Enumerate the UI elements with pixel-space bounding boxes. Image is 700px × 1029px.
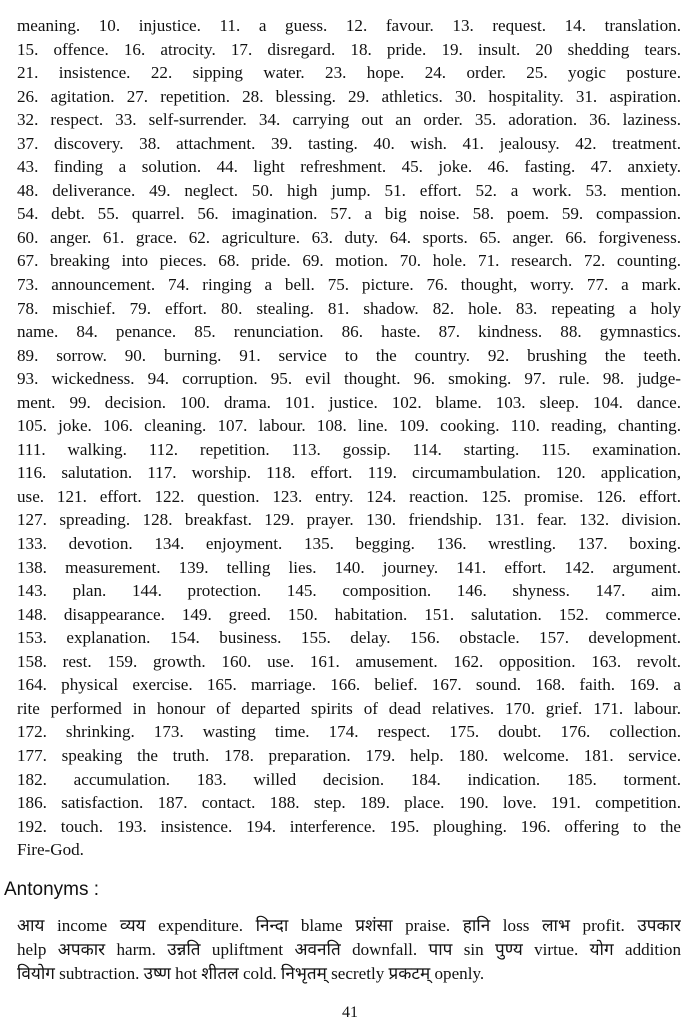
antonyms-heading: Antonyms : [4, 879, 100, 900]
answer-line: 37. discovery. 38. attachment. 39. tasting. 40. wish. 41. jealousy. 42. treatment. [17, 133, 681, 153]
answer-line: 186. satisfaction. 187. contact. 188. step. 189. place. 190. love. 191. competition. [17, 793, 681, 813]
answer-line: 177. speaking the truth. 178. preparation. 179. help. 180. welcome. 181. service. [17, 745, 681, 765]
answer-line: 133. devotion. 134. enjoyment. 135. begging. 136. wrestling. 137. boxing. [17, 534, 681, 554]
answer-line: 93. wickedness. 94. corruption. 95. evil thought. 96. smoking. 97. rule. 98. judge- [17, 369, 681, 389]
answer-line: 73. announcement. 74. ringing a bell. 75. picture. 76. thought, worry. 77. a mark. [17, 275, 681, 295]
answer-line: name. 84. penance. 85. renunciation. 86. haste. 87. kindness. 88. gymnastics. [17, 322, 681, 342]
antonym-line: help अपकार harm. उन्नति upliftment अवनति downfall. पाप sin पुण्य virtue. योग addition [17, 940, 681, 959]
answer-list [17, 14, 681, 862]
answer-line: use. 121. effort. 122. question. 123. entry. 124. reaction. 125. promise. 126. effort. [17, 486, 681, 506]
answer-line: 182. accumulation. 183. willed decision. 184. indication. 185. torment. [17, 769, 681, 789]
antonym-line: आय income व्यय expenditure. निन्दा blame प्रशंसा praise. हानि loss लाभ profit. उपकार [17, 916, 681, 935]
answer-line: 67. breaking into pieces. 68. pride. 69. motion. 70. hole. 71. research. 72. counting. [17, 251, 681, 271]
answer-line: 78. mischief. 79. effort. 80. stealing. 81. shadow. 82. hole. 83. repeating a holy [17, 298, 681, 318]
answer-line: 158. rest. 159. growth. 160. use. 161. amusement. 162. opposition. 163. revolt. [17, 651, 681, 671]
answer-line: 21. insistence. 22. sipping water. 23. hope. 24. order. 25. yogic posture. [17, 63, 681, 83]
antonym-list [17, 914, 681, 986]
answer-line: 26. agitation. 27. repetition. 28. blessing. 29. athletics. 30. hospitality. 31. aspiration. [17, 86, 681, 106]
answer-line: 143. plan. 144. protection. 145. composition. 146. shyness. 147. aim. [17, 581, 681, 601]
answer-line: 172. shrinking. 173. wasting time. 174. respect. 175. doubt. 176. collection. [17, 722, 681, 742]
answer-line: 153. explanation. 154. business. 155. delay. 156. obstacle. 157. development. [17, 628, 681, 648]
answer-line: Fire-God. [17, 840, 84, 860]
answer-line: 116. salutation. 117. worship. 118. effort. 119. circumambulation. 120. application, [17, 463, 681, 483]
answer-line: 127. spreading. 128. breakfast. 129. prayer. 130. friendship. 131. fear. 132. division. [17, 510, 681, 530]
answer-line: 192. touch. 193. insistence. 194. interference. 195. ploughing. 196. offering to the [17, 816, 681, 836]
answer-line: 48. deliverance. 49. neglect. 50. high jump. 51. effort. 52. a work. 53. mention. [17, 180, 681, 200]
answer-line: 43. finding a solution. 44. light refreshment. 45. joke. 46. fasting. 47. anxiety. [17, 157, 681, 177]
answer-line: 138. measurement. 139. telling lies. 140. journey. 141. effort. 142. argument. [17, 557, 681, 577]
answer-line: ment. 99. decision. 100. drama. 101. justice. 102. blame. 103. sleep. 104. dance. [17, 392, 681, 412]
answer-line: rite performed in honour of departed spirits of dead relatives. 170. grief. 171. labour. [17, 698, 681, 718]
answer-line: 32. respect. 33. self-surrender. 34. carrying out an order. 35. adoration. 36. laziness. [17, 110, 681, 130]
page-number: 41 [342, 1004, 358, 1021]
answer-line: 111. walking. 112. repetition. 113. gossip. 114. starting. 115. examination. [17, 439, 681, 459]
answer-line: 105. joke. 106. cleaning. 107. labour. 108. line. 109. cooking. 110. reading, chanting. [17, 416, 681, 436]
answer-line: 89. sorrow. 90. burning. 91. service to the country. 92. brushing the teeth. [17, 345, 681, 365]
answer-line: meaning. 10. injustice. 11. a guess. 12. favour. 13. request. 14. translation. [17, 16, 681, 35]
answer-line: 164. physical exercise. 165. marriage. 166. belief. 167. sound. 168. faith. 169. a [17, 675, 681, 695]
answer-line: 148. disappearance. 149. greed. 150. habitation. 151. salutation. 152. commerce. [17, 604, 681, 624]
answer-line: 54. debt. 55. quarrel. 56. imagination. 57. a big noise. 58. poem. 59. compassion. [17, 204, 681, 224]
answer-line: 15. offence. 16. atrocity. 17. disregard. 18. pride. 19. insult. 20 shedding tears. [17, 39, 681, 59]
answer-line: 60. anger. 61. grace. 62. agriculture. 63. duty. 64. sports. 65. anger. 66. forgiveness. [17, 227, 681, 247]
antonym-line: वियोग subtraction. उष्ण hot शीतल cold. निभृतम् secretly प्रकटम् openly. [17, 964, 485, 983]
